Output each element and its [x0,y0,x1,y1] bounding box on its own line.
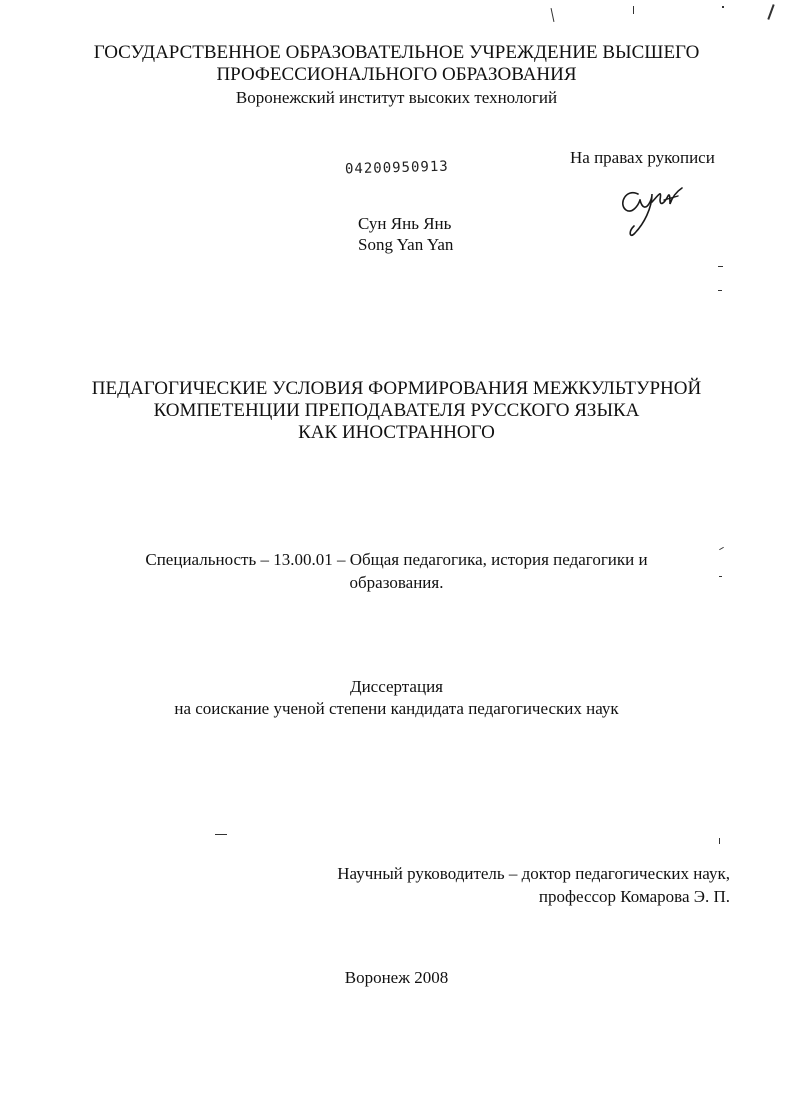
title-line-1: ПЕДАГОГИЧЕСКИЕ УСЛОВИЯ ФОРМИРОВАНИЯ МЕЖКУЛЬТУРНОЙ [91,378,702,399]
supervisor-block [337,862,730,908]
title-line-3: КАК ИНОСТРАННОГО [298,422,495,443]
supervisor-line-1: Научный руководитель – доктор педагогических наук, [337,864,730,883]
scan-speck [215,834,227,835]
scan-speck [551,8,555,22]
dissertation-label: Диссертация [349,677,443,696]
city-year: Воронеж 2008 [344,968,449,987]
degree-block [0,676,793,720]
specialty-block [0,548,793,594]
scan-speck [722,6,724,8]
degree-statement: на соискание ученой степени кандидата педагогических наук [174,699,619,718]
scan-speck [767,4,774,20]
archive-stamp-number: 04200950913 [344,158,449,178]
scan-speck [633,6,634,14]
institution-header [0,42,793,110]
author-block [358,213,453,255]
supervisor-line-2: профессор Комарова Э. П. [538,887,730,906]
dissertation-title [0,378,793,444]
specialty-line-2: образования. [349,573,444,592]
scan-speck [718,290,722,291]
specialty-line-1: Специальность – 13.00.01 – Общая педагогика, история педагогики и [145,550,648,569]
title-line-2: КОМПЕТЕНЦИИ ПРЕПОДАВАТЕЛЯ РУССКОГО ЯЗЫКА [153,400,640,421]
handwritten-signature [612,174,692,244]
scan-speck [718,266,723,267]
scan-speck [719,576,722,577]
institution-line-1: ГОСУДАРСТВЕННОЕ ОБРАЗОВАТЕЛЬНОЕ УЧРЕЖДЕНИЕ ВЫСШЕГО [93,42,700,63]
scan-speck [719,838,720,844]
rights-note: На правах рукописи [570,148,715,167]
institution-line-2: ПРОФЕССИОНАЛЬНОГО ОБРАЗОВАНИЯ [216,64,577,85]
author-name-en: Song Yan Yan [358,235,454,254]
author-name-ru: Сун Янь Янь [358,214,452,233]
institute-name: Воронежский институт высоких технологий [235,88,558,107]
